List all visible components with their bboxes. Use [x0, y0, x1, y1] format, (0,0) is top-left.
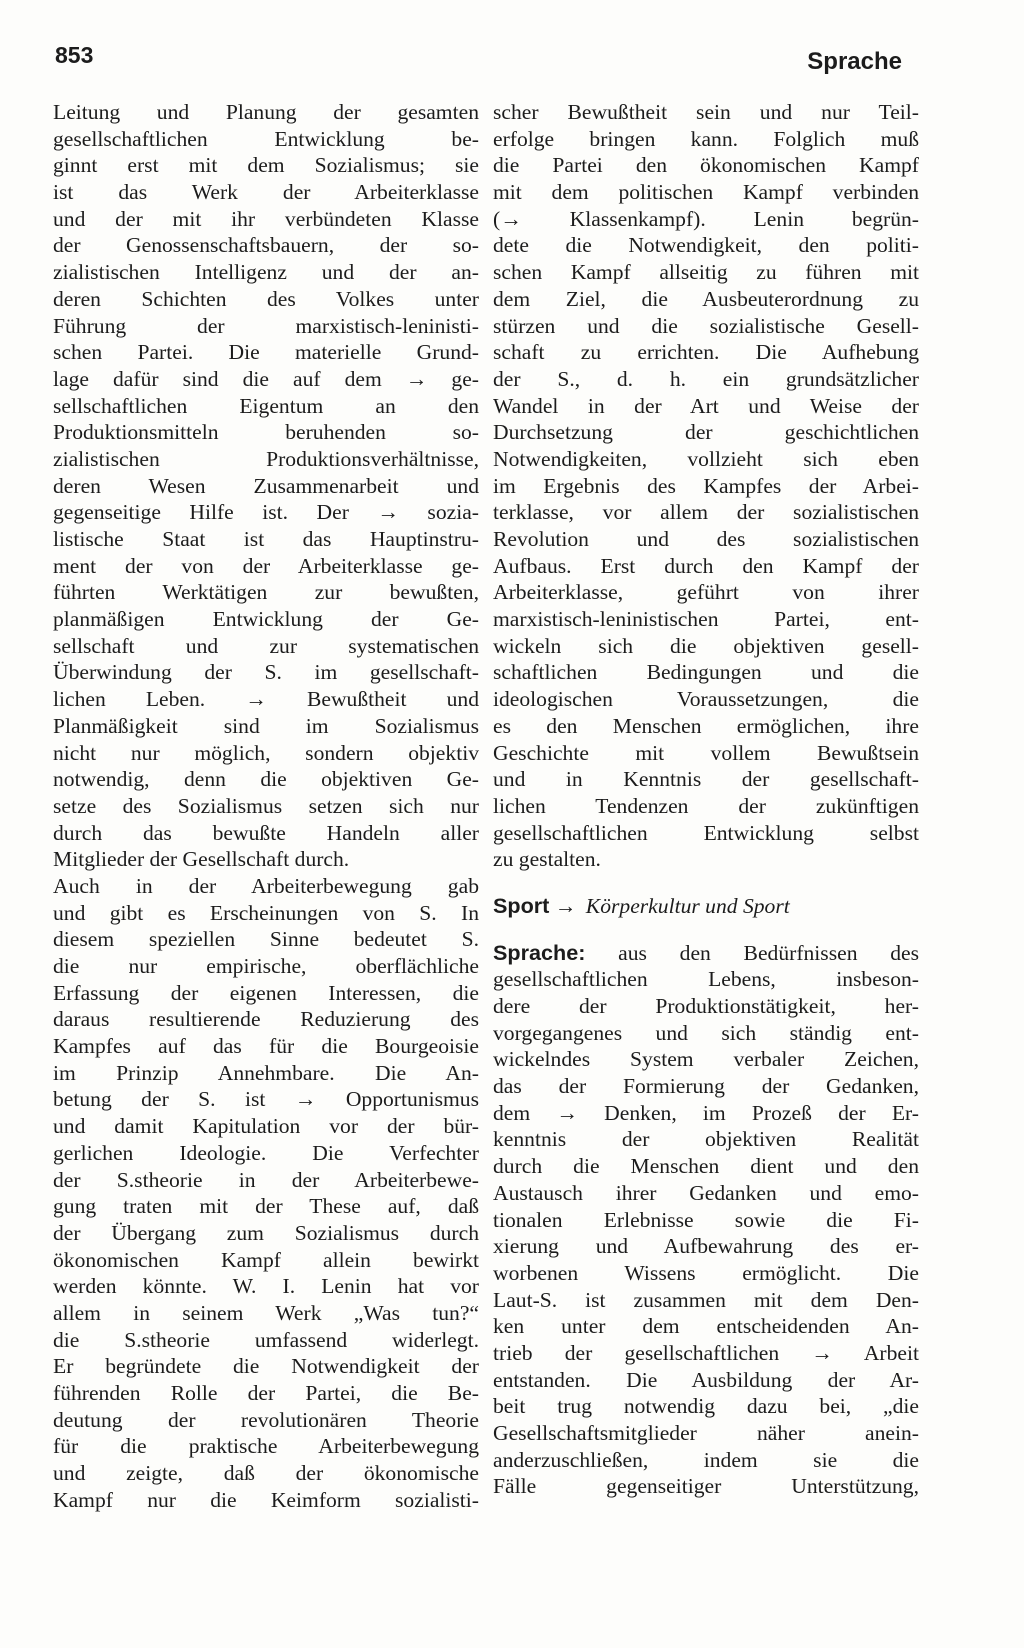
text-line: Erfassung der eigenen Interessen, die — [53, 980, 479, 1005]
left-column — [53, 99, 479, 1513]
text-line: werden könnte. W. I. Lenin hat vor — [53, 1274, 479, 1299]
text-line: terklasse, vor allem der sozialistischen — [493, 500, 919, 525]
text-line: ginnt erst mit dem Sozialismus; sie — [53, 153, 479, 178]
text-line: schaft zu errichten. Die Aufhebung — [493, 340, 919, 365]
sport-entry — [493, 893, 919, 920]
text-line: lichen Leben. → Bewußtheit und — [53, 687, 479, 712]
text-line: Arbeiterklasse, geführt von ihrer — [493, 580, 919, 605]
text-line: anderzuschließen, indem sie die — [493, 1447, 919, 1472]
text-line: gesellschaftlichen Lebens, insbeson- — [493, 967, 919, 992]
text-line: dem Ziel, die Ausbeuterordnung zu — [493, 286, 919, 311]
text-line: erfolge bringen kann. Folglich muß — [493, 126, 919, 151]
text-line: ideologischen Voraussetzungen, die — [493, 687, 919, 712]
text-line: Kampf nur die Keimform sozialisti- — [53, 1487, 479, 1512]
text-line: Führung der marxistisch-leninisti- — [53, 313, 479, 338]
text-line: zu gestalten. — [493, 847, 601, 872]
text-line: Durchsetzung der geschichtlichen — [493, 420, 919, 445]
text-line: notwendig, denn die objektiven Ge- — [53, 767, 479, 792]
text-line: dere der Produktionstätigkeit, her- — [493, 994, 919, 1018]
text-fragment: aus den Bedürfnissen des — [618, 940, 920, 965]
text-line: zialistischen Produktionsverhältnisse, — [53, 446, 479, 471]
cross-reference-link[interactable]: Körperkultur und Sport — [585, 893, 790, 918]
text-line: planmäßigen Entwicklung der Ge- — [53, 607, 479, 632]
text-line: und der mit ihr verbündeten Klasse — [53, 206, 479, 231]
text-line: (→ Klassenkampf). Lenin begrün- — [493, 206, 919, 231]
text-line: listische Staat ist das Hauptinstru- — [53, 527, 479, 551]
sprache-entry-first-line — [493, 940, 919, 967]
text-line: vorgegangenes und sich ständig ent- — [493, 1020, 919, 1045]
text-line: für die praktische Arbeiterbewegung — [53, 1434, 479, 1459]
text-line: dem → Denken, im Prozeß der Er- — [493, 1100, 919, 1125]
text-line: schaftlichen Bedingungen und die — [493, 660, 919, 685]
text-line: durch das bewußte Handeln aller — [53, 820, 479, 845]
page-number: 853 — [55, 42, 94, 68]
text-line: Laut-S. ist zusammen mit dem Den- — [493, 1287, 919, 1312]
text-line: wickeln sich die objektiven gesell- — [493, 633, 919, 658]
text-line: Mitglieder der Gesellschaft durch. — [53, 847, 350, 872]
text-line: xierung und Aufbewahrung des er- — [493, 1234, 919, 1259]
text-line: entstanden. Die Ausbildung der Ar- — [493, 1367, 919, 1392]
text-line: Wandel in der Art und Weise der — [493, 393, 919, 418]
text-line: zialistischen Intelligenz und der an- — [53, 260, 479, 285]
text-line: Austausch ihrer Gedanken und emo- — [493, 1180, 919, 1205]
text-line: gegenseitige Hilfe ist. Der → sozia- — [53, 500, 479, 525]
text-line: Revolution und des sozialistischen — [493, 527, 919, 551]
text-line: durch die Menschen dient und den — [493, 1154, 919, 1179]
text-line: gung traten mit der These auf, daß — [53, 1194, 479, 1219]
text-line: Fälle gegenseitiger Unterstützung, — [493, 1474, 919, 1499]
text-line: Geschichte mit vollem Bewußtsein — [493, 740, 919, 765]
text-line: schen Kampf allseitig zu führen mit — [493, 260, 919, 285]
text-line: mit dem politischen Kampf verbinden — [493, 180, 919, 205]
cross-reference-arrow-icon: → — [554, 893, 577, 918]
text-line: nicht nur möglich, sondern objektiv — [53, 740, 479, 765]
text-line: die nur empirische, oberflächliche — [53, 954, 479, 978]
text-line: gesellschaftlichen Entwicklung selbst — [493, 820, 919, 845]
text-line: die Partei den ökonomischen Kampf — [493, 153, 919, 178]
text-line: deren Wesen Zusammenarbeit und — [53, 473, 479, 498]
right-column — [493, 99, 919, 1500]
text-line: lichen Tendenzen der zukünftigen — [493, 793, 919, 818]
text-line: der S., d. h. ein grundsätzlicher — [493, 366, 919, 391]
text-line: im Ergebnis des Kampfes der Arbei- — [493, 473, 919, 498]
text-line: der Genossenschaftsbauern, der so- — [53, 233, 479, 258]
text-line: Planmäßigkeit sind im Sozialismus — [53, 713, 479, 738]
text-line: Auch in der Arbeiterbewegung gab — [53, 873, 479, 898]
text-line: gerlichen Ideologie. Die Verfechter — [53, 1140, 479, 1165]
text-line: dete die Notwendigkeit, den politi- — [493, 233, 919, 258]
spacer — [493, 873, 919, 893]
text-line: der S.stheorie in der Arbeiterbewe- — [53, 1167, 479, 1192]
text-line: betung der S. ist → Opportunismus — [53, 1087, 479, 1112]
sprache-headword: Sprache: — [493, 939, 586, 965]
text-line: die S.stheorie umfassend widerlegt. — [53, 1327, 479, 1352]
text-line: lage dafür sind die auf dem → ge- — [53, 366, 479, 391]
text-line: ken unter dem entscheidenden An- — [493, 1314, 919, 1339]
text-line: ist das Werk der Arbeiterklasse — [53, 180, 479, 205]
running-head: Sprache — [807, 48, 902, 75]
text-line: und damit Kapitulation vor der bür- — [53, 1114, 479, 1139]
text-line: wickelndes System verbaler Zeichen, — [493, 1047, 919, 1072]
text-line: sellschaft und zur systematischen — [53, 633, 479, 658]
text-line: deutung der revolutionären Theorie — [53, 1407, 479, 1432]
text-line: Notwendigkeiten, vollzieht sich eben — [493, 446, 919, 471]
sport-headword: Sport — [493, 892, 550, 918]
text-line: Er begründete die Notwendigkeit der — [53, 1354, 479, 1379]
text-line: allem in seinem Werk „Was tun?“ — [53, 1300, 479, 1325]
text-line: sellschaftlichen Eigentum an den — [53, 393, 479, 418]
text-line: setze des Sozialismus setzen sich nur — [53, 793, 479, 818]
text-line: scher Bewußtheit sein und nur Teil- — [493, 100, 919, 124]
text-line: ökonomischen Kampf allein bewirkt — [53, 1247, 479, 1272]
text-line: und gibt es Erscheinungen von S. In — [53, 900, 479, 925]
text-line: Überwindung der S. im gesellschaft- — [53, 660, 479, 685]
text-line: gesellschaftlichen Entwicklung be- — [53, 126, 479, 151]
text-line: führten Werktätigen zur bewußten, — [53, 580, 479, 605]
text-line: beit trug notwendig dazu bei, „die — [493, 1394, 919, 1419]
text-line: es den Menschen ermöglichen, ihre — [493, 713, 919, 738]
text-line: und in Kenntnis der gesellschaft- — [493, 767, 919, 792]
text-line: diesem speziellen Sinne bedeutet S. — [53, 927, 479, 952]
text-line: tionalen Erlebnisse sowie die Fi- — [493, 1207, 919, 1232]
text-line: stürzen und die sozialistische Gesell- — [493, 313, 919, 338]
text-line: marxistisch-leninistischen Partei, ent- — [493, 607, 919, 632]
text-line: Leitung und Planung der gesamten — [53, 100, 479, 124]
text-line: deren Schichten des Volkes unter — [53, 286, 479, 311]
text-line: führenden Rolle der Partei, die Be- — [53, 1381, 479, 1405]
text-line: im Prinzip Annehmbare. Die An- — [53, 1060, 479, 1085]
text-line: Gesellschaftsmitglieder näher anein- — [493, 1421, 919, 1445]
text-line: trieb der gesellschaftlichen → Arbeit — [493, 1340, 919, 1365]
text-line: kenntnis der objektiven Realität — [493, 1127, 919, 1152]
text-line: schen Partei. Die materielle Grund- — [53, 340, 479, 365]
text-line: worbenen Wissens ermöglicht. Die — [493, 1260, 919, 1285]
text-line: daraus resultierende Reduzierung des — [53, 1007, 479, 1032]
spacer — [493, 920, 919, 940]
text-line: Aufbaus. Erst durch den Kampf der — [493, 553, 919, 578]
text-line: und zeigte, daß der ökonomische — [53, 1461, 479, 1486]
text-line: das der Formierung der Gedanken, — [493, 1074, 919, 1099]
text-line: der Übergang zum Sozialismus durch — [53, 1220, 479, 1245]
text-line: ment der von der Arbeiterklasse ge- — [53, 553, 479, 578]
text-line: Produktionsmitteln beruhenden so- — [53, 420, 479, 445]
text-line: Kampfes auf das für die Bourgeoisie — [53, 1034, 479, 1059]
